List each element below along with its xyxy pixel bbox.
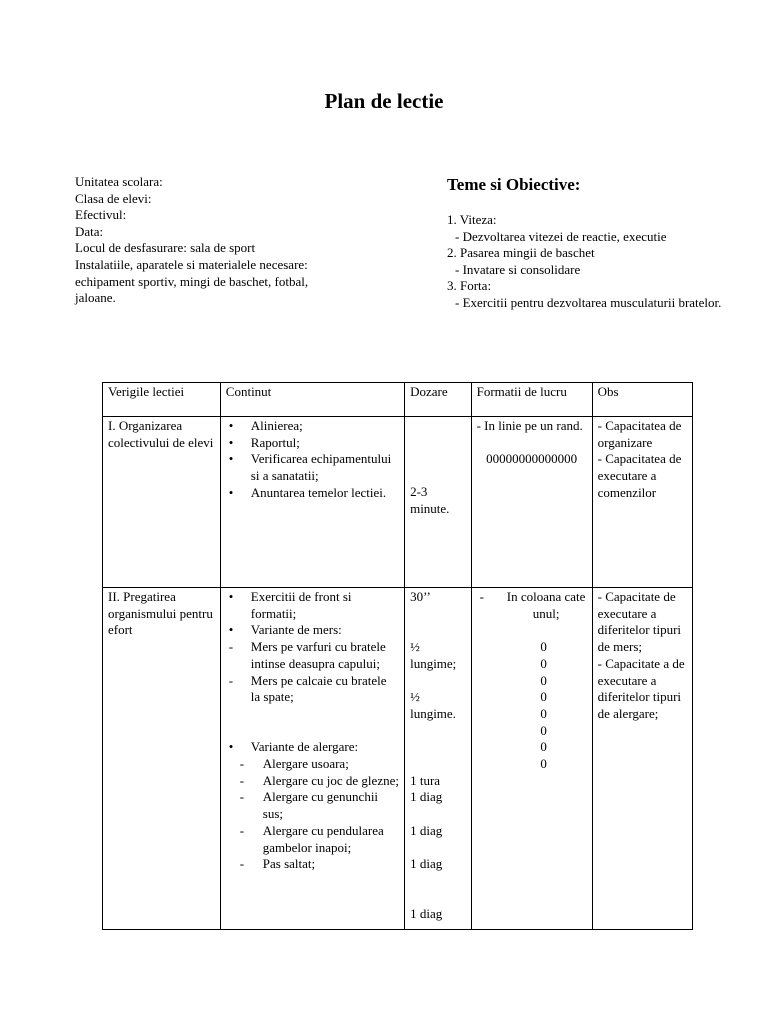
formation-text-wrap: [477, 589, 587, 622]
list-item: - Alergare cu joc de glezne;: [226, 773, 399, 790]
content-cell: [220, 588, 404, 930]
formation-mark: 0: [540, 655, 547, 671]
dosage-value: 1 diag: [410, 789, 443, 805]
dosage-value: 2-3 minute.: [410, 484, 450, 516]
table-row: [103, 588, 693, 930]
list-item: • Raportul;: [226, 435, 399, 452]
info-headcount: Efectivul:: [75, 207, 127, 223]
info-equipment: Instalatiile, aparatele si materialele necesare: echipament sportiv, mingi de baschet, fotbal, jaloane.: [75, 256, 309, 306]
table-row: [103, 417, 693, 588]
list-item: • Exercitii de front si formatii;: [226, 589, 399, 622]
formation-mark: 0: [540, 672, 547, 688]
list-item: • Variante de alergare:: [226, 739, 399, 756]
list-item: • Variante de mers:: [226, 622, 399, 639]
formation-diagram: 00000000000000: [486, 451, 578, 467]
dosage-value: ½ lungime;: [410, 639, 457, 671]
objective-3-detail: - Exercitii pentru dezvoltarea musculaturii bratelor.: [455, 294, 722, 310]
stage-cell: I. Organizarea colectivului de elevi: [103, 417, 221, 588]
obs-item: - Capacitate de executare a diferitelor tipuri de mers;: [597, 589, 682, 655]
header-stage: Verigile lectiei: [103, 383, 221, 417]
list-item: • Alinierea;: [226, 418, 399, 435]
formation-mark: 0: [540, 722, 547, 738]
formation-text: - In linie pe un rand.: [476, 418, 583, 433]
dosage-value: ½ lungime.: [410, 689, 456, 721]
objective-3: 3. Forta:: [447, 278, 492, 294]
formation-mark: 0: [540, 739, 547, 755]
list-item: - Alergare cu pendularea gambelor inapoi;: [226, 823, 399, 856]
info-location: Locul de desfasurare: sala de sport: [75, 240, 256, 256]
info-school: Unitatea scolara:: [75, 174, 163, 189]
header-content: Continut: [220, 383, 404, 417]
objectives-heading: Teme si Obiective:: [447, 175, 581, 194]
formation-mark: 0: [540, 689, 547, 705]
dosage-cell: [405, 417, 472, 588]
list-item: - Alergare cu genunchii sus;: [226, 789, 399, 822]
info-date: Data:: [75, 223, 104, 239]
dosage-value: 30’’: [410, 589, 431, 604]
dosage-value: 1 diag: [410, 906, 443, 922]
dosage-cell: [405, 588, 472, 930]
list-item: • Anuntarea temelor lectiei.: [226, 485, 399, 502]
list-item: • Verificarea echipamentului si a sanatatii;: [226, 451, 399, 484]
formation-mark: 0: [540, 639, 547, 655]
obs-cell: [592, 417, 692, 588]
dosage-value: 1 tura: [410, 772, 441, 788]
objective-1: 1. Viteza:: [447, 212, 497, 227]
formation-mark: 0: [540, 756, 547, 772]
header-formation: Formatii de lucru: [471, 383, 592, 417]
dash-marker: -: [479, 589, 484, 604]
formation-cell: [471, 417, 592, 588]
list-item: - Alergare usoara;: [226, 756, 399, 773]
table-header-row: [103, 383, 693, 417]
header-dosage: Dozare: [405, 383, 472, 417]
dosage-value: 1 diag: [410, 856, 443, 872]
page-title: Plan de lectie: [324, 89, 444, 113]
header-obs: Obs: [592, 383, 692, 417]
info-class: Clasa de elevi:: [75, 190, 152, 206]
list-item: - Mers pe varfuri cu bratele intinse deasupra capului;: [226, 639, 399, 672]
formation-mark: 0: [540, 705, 547, 721]
lesson-info: [75, 174, 325, 307]
obs-item: - Capacitate a de executare a diferitelor tipuri de alergare;: [597, 655, 685, 721]
obs-item: - Capacitatea de executare a comenzilor: [597, 451, 682, 500]
lesson-table: [102, 382, 693, 930]
obs-item: - Capacitatea de organizare: [597, 418, 682, 450]
formation-text: In coloana cate unul;: [506, 589, 586, 621]
dosage-value: 1 diag: [410, 822, 443, 838]
formation-cell: [471, 588, 592, 930]
objective-2: 2. Pasarea mingii de baschet: [447, 245, 595, 261]
list-item: - Pas saltat;: [226, 856, 399, 873]
obs-cell: [592, 588, 692, 930]
content-cell: [220, 417, 404, 588]
stage-cell: II. Pregatirea organismului pentru efort: [103, 588, 221, 930]
formation-diagram: [477, 639, 587, 773]
objective-2-detail: - Invatare si consolidare: [455, 261, 581, 277]
objective-1-detail: - Dezvoltarea vitezei de reactie, executie: [455, 228, 667, 244]
list-item: - Mers pe calcaie cu bratele la spate;: [226, 673, 399, 706]
objectives-block: [447, 174, 747, 312]
